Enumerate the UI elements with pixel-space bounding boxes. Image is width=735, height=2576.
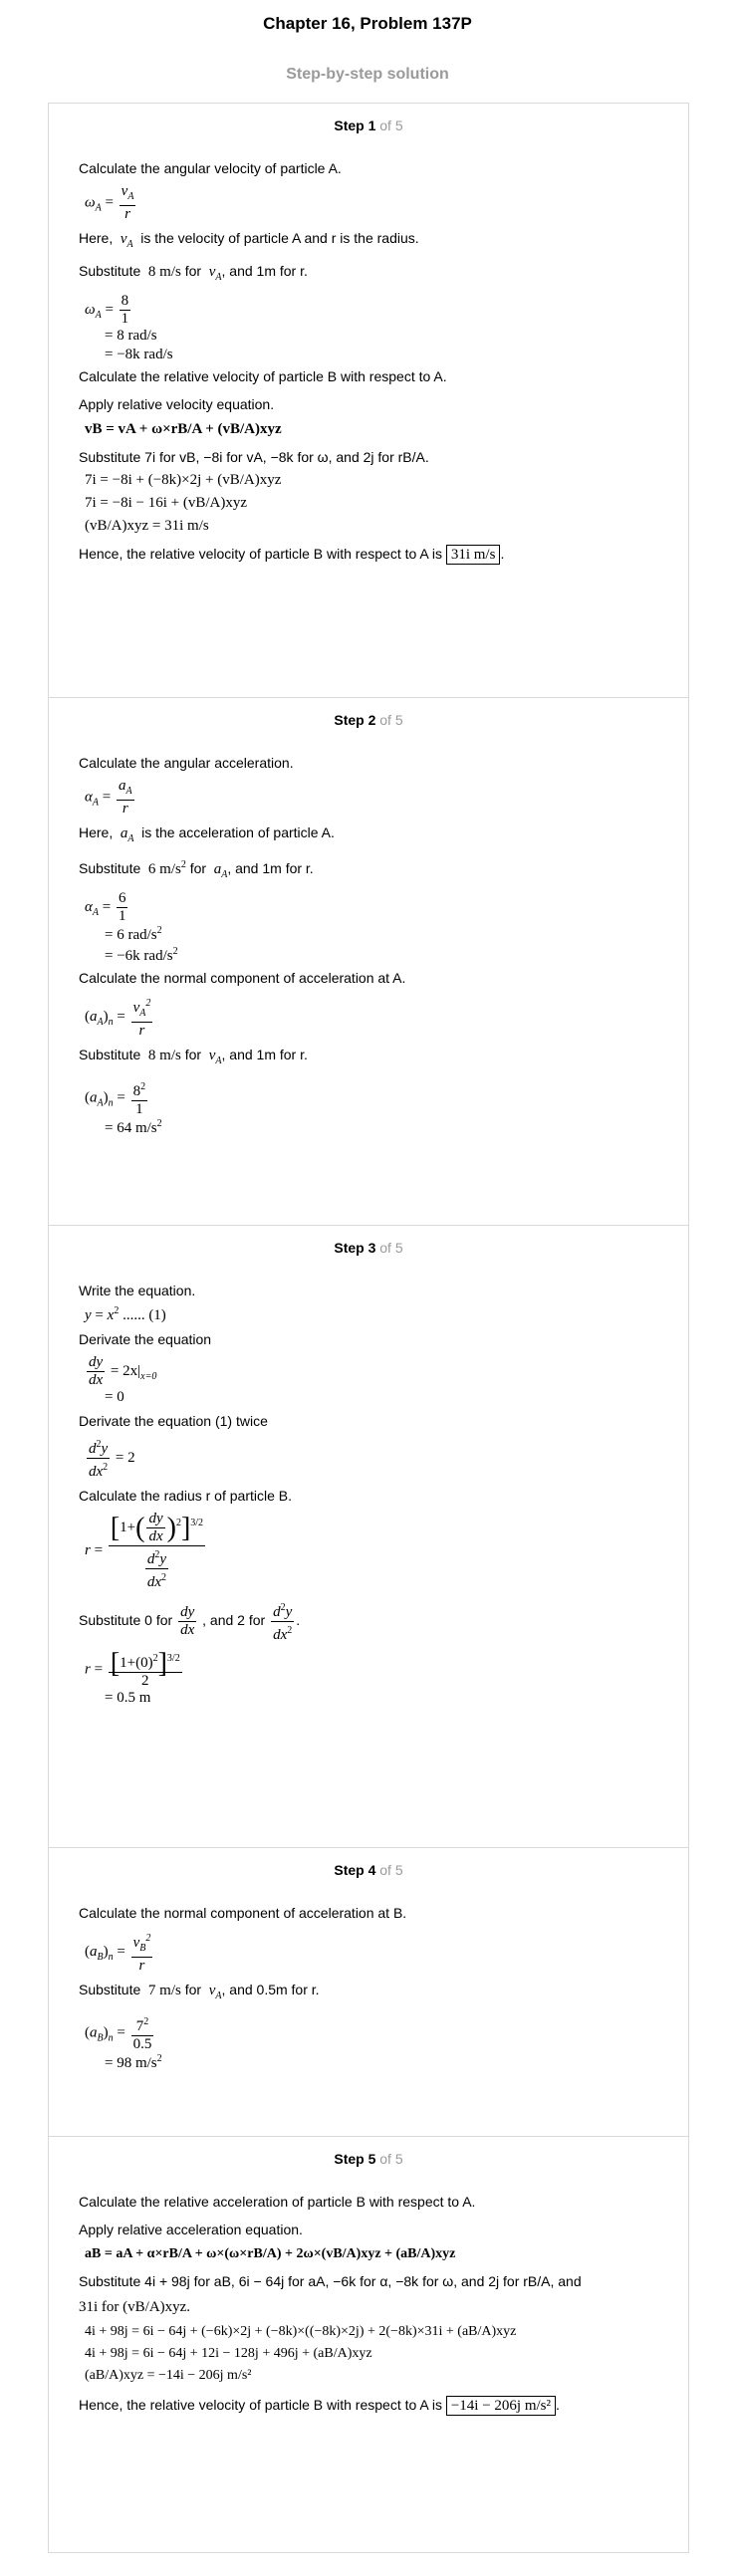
step-text: Write the equation. bbox=[79, 1283, 196, 1298]
step-text: Substitute 8 m/s for $v_A$, and 1m for r. bbox=[79, 1047, 308, 1066]
step-text: Calculate the normal component of acceleration at A. bbox=[79, 970, 406, 986]
equation-result: = −6k rad/$s^2$ bbox=[105, 946, 178, 964]
step-text: Derivate the equation (1) twice bbox=[79, 1413, 268, 1429]
step-text: Substitute 4i + 98j for aB, 6i − 64j for aA, −6k for α, −8k for ω, and 2j for rB/A, and bbox=[79, 2273, 582, 2289]
equation-result: = 6 rad/$s^2$ bbox=[105, 925, 162, 943]
equation: $(a_B)_n$ = $\frac{v_B^2}{r}$ bbox=[85, 1933, 151, 1974]
equation: (vB/A)xyz = 31i m/s bbox=[85, 518, 209, 534]
step-text: Calculate the relative acceleration of particle B with respect to A. bbox=[79, 2194, 476, 2210]
equation-result: = −8k rad/s bbox=[105, 347, 173, 362]
step-text: Substitute 7 m/s for $v_A$, and 0.5m for r. bbox=[79, 1982, 320, 2001]
page-subtitle: Step-by-step solution bbox=[286, 66, 449, 83]
step-3 bbox=[49, 1226, 688, 1848]
equation-result: = 64 $m/s^2$ bbox=[105, 1118, 162, 1136]
equation: 4i + 98j = 6i − 64j + (−6k)×2j + (−8k)×((−8k)×2j) + 2(−8k)×31i + (aB/A)xyz bbox=[85, 2324, 517, 2339]
step-text: Substitute 8 m/s for $v_A$, and 1m for r. bbox=[79, 263, 308, 283]
equation: 4i + 98j = 6i − 64j + 12i − 128j + 496j + (aB/A)xyz bbox=[85, 2346, 372, 2361]
step-text: Apply relative acceleration equation. bbox=[79, 2222, 303, 2237]
step-1 bbox=[49, 104, 688, 698]
step-4 bbox=[49, 1848, 688, 2137]
equation: $\omega_A$ = $\frac{v_A}{r}$ bbox=[85, 183, 134, 222]
step-2 bbox=[49, 698, 688, 1226]
step-text: Calculate the normal component of acceleration at B. bbox=[79, 1905, 407, 1921]
equation: $\frac{dy}{dx}$ = $2x|_{x=0}$ bbox=[89, 1354, 157, 1388]
step-header: Step 5 of 5 bbox=[334, 2151, 403, 2167]
equation: $\frac{d^2y}{dx^2}$ = 2 bbox=[89, 1439, 135, 1480]
step-text: Calculate the angular acceleration. bbox=[79, 755, 294, 771]
step-text: Calculate the relative velocity of particle B with respect to A. bbox=[79, 368, 447, 384]
equation: $(a_B)_n$ = $\frac{7^2}{0.5}$ bbox=[85, 2016, 152, 2052]
equation: 7i = −8i + (−8k)×2j + (vB/A)xyz bbox=[85, 472, 282, 488]
step-text: Substitute 6 $m/s^2$ for $a_A$, and 1m for r. bbox=[79, 859, 314, 880]
answer-box: 31i m/s bbox=[446, 545, 501, 565]
equation: vB = vA + ω×rB/A + (vB/A)xyz bbox=[85, 421, 282, 437]
equation-result: = 0 bbox=[105, 1389, 124, 1405]
equation-result: = 8 rad/s bbox=[105, 328, 157, 344]
equation-result: = 98 $m/s^2$ bbox=[105, 2053, 162, 2071]
equation: $\alpha_A$ = $\frac{6}{1}$ bbox=[85, 890, 126, 924]
equation: r = [1+( $\frac{dy}{dx}$ )$^2$]$^{3/2}$ $\frac{d^2y}{dx^2}$ bbox=[85, 1511, 204, 1590]
step-text: Here, $a_A$ is the acceleration of particle A. bbox=[79, 824, 335, 844]
step-text: Substitute 0 for $\frac{dy}{dx}$ , and 2 for $\frac{d^2y}{dx^2}$ . bbox=[79, 1602, 301, 1643]
equation: $\alpha_A$ = $\frac{a_A}{r}$ bbox=[85, 778, 132, 817]
equation: $\omega_A$ = $\frac{8}{1}$ bbox=[85, 293, 129, 327]
equation: r = $\frac{[1+(0)^2]^{3/2}}{2}$ bbox=[85, 1648, 180, 1690]
solution-container bbox=[48, 103, 689, 2553]
step-header: Step 3 of 5 bbox=[334, 1240, 403, 1256]
step-text: Hence, the relative velocity of particle B with respect to A is −14i − 206j m/s² . bbox=[79, 2397, 560, 2414]
equation-result: = 0.5 m bbox=[105, 1690, 151, 1707]
answer-box: −14i − 206j m/s² bbox=[446, 2396, 556, 2416]
step-header: Step 1 of 5 bbox=[334, 117, 403, 133]
step-5 bbox=[49, 2137, 688, 2553]
step-header: Step 4 of 5 bbox=[334, 1862, 403, 1878]
step-text: Substitute 7i for vB, −8i for vA, −8k for ω, and 2j for rB/A. bbox=[79, 449, 429, 465]
step-header: Step 2 of 5 bbox=[334, 712, 403, 728]
equation: $y = x^2$ ...... (1) bbox=[85, 1305, 166, 1323]
page-title: Chapter 16, Problem 137P bbox=[263, 14, 472, 33]
step-text: Hence, the relative velocity of particle B with respect to A is 31i m/s . bbox=[79, 546, 505, 563]
step-text: Calculate the angular velocity of particle A. bbox=[79, 160, 342, 176]
equation: aB = aA + α×rB/A + ω×(ω×rB/A) + 2ω×(vB/A)xyz + (aB/A)xyz bbox=[85, 2246, 456, 2261]
step-text: Calculate the radius r of particle B. bbox=[79, 1488, 292, 1504]
step-text: Here, $v_A$ is the velocity of particle A and r is the radius. bbox=[79, 230, 419, 250]
step-text: Derivate the equation bbox=[79, 1331, 212, 1347]
equation: (aB/A)xyz = −14i − 206j m/s² bbox=[85, 2368, 252, 2383]
step-text: Apply relative velocity equation. bbox=[79, 396, 275, 412]
equation: $(a_A)_n$ = $\frac{v_A^2}{r}$ bbox=[85, 998, 151, 1039]
equation: $(a_A)_n$ = $\frac{8^2}{1}$ bbox=[85, 1081, 146, 1117]
equation: 7i = −8i − 16i + (vB/A)xyz bbox=[85, 495, 247, 511]
step-text: 31i for (vB/A)xyz. bbox=[79, 2299, 191, 2315]
